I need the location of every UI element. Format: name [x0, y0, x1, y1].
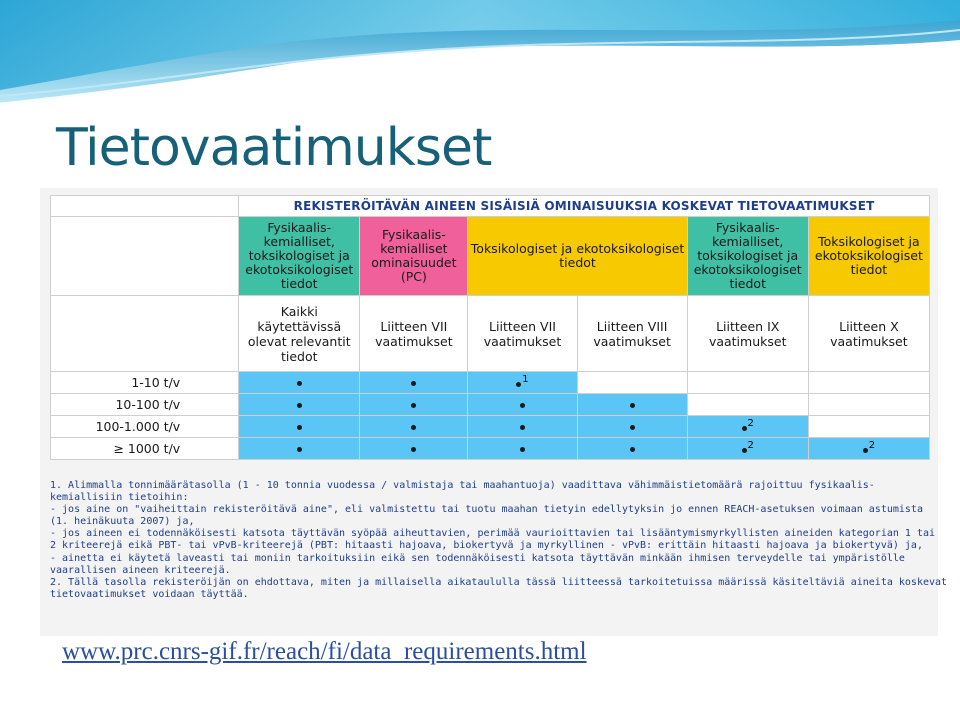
footnote-marker: 2: [747, 440, 754, 451]
required-dot: [687, 416, 808, 438]
tonnage-label: 10-100 t/v: [51, 394, 239, 416]
required-dot: [687, 438, 808, 460]
empty-cell: [577, 372, 687, 394]
footnotes: [50, 480, 948, 601]
footnote-line: 2. Tällä tasolla rekisteröijän on ehdottava, miten ja millaisella aikataululla tässä liitteessä tarkoitetuissa määrissä käsiteltäviä aineita koskevat: [50, 576, 948, 588]
category-header: Toksikologiset ja ekotoksikologiset tiedot: [468, 217, 687, 296]
footnote-line: (1. heinäkuuta 2007) ja,: [50, 516, 195, 528]
requirement-header: Kaikki käytettävissä olevat relevantit tiedot: [239, 296, 360, 372]
category-header: Fysikaalis-kemialliset ominaisuudet (PC): [360, 217, 468, 296]
required-dot: [239, 416, 360, 438]
empty-cell: [808, 372, 929, 394]
table-row: [51, 394, 930, 416]
required-dot: [360, 416, 468, 438]
required-dot: [360, 394, 468, 416]
footnote-line: - jos aineen ei todennäköisesti katsota täyttävän syöpää aiheuttavien, perimää vaurioittavien tai lisääntymismyrkyllisten aineiden kategorian 1 tai: [50, 528, 936, 540]
requirement-header: Liitteen X vaatimukset: [808, 296, 929, 372]
footnote-line: 1. Alimmalla tonnimäärätasolla (1 - 10 tonnia vuodessa / valmistaja tai maahantuoja) vaadittava vähimmäistietomäärä rajoittuu fysikaalis-: [50, 480, 875, 491]
requirement-header: Liitteen IX vaatimukset: [687, 296, 808, 372]
table-row: [51, 438, 930, 460]
slide-title: Tietovaatimukset: [56, 118, 492, 178]
footnote-line: kemiallisiin tietoihin:: [50, 492, 189, 504]
source-link[interactable]: www.prc.cnrs-gif.fr/reach/fi/data_requirements.html: [62, 638, 587, 665]
tonnage-label: 1-10 t/v: [51, 372, 239, 394]
tonnage-label: 100-1.000 t/v: [51, 416, 239, 438]
footnote-marker: 2: [747, 418, 754, 429]
table-row: [51, 372, 930, 394]
requirement-header: Liitteen VII vaatimukset: [360, 296, 468, 372]
requirement-header: Liitteen VIII vaatimukset: [577, 296, 687, 372]
footnote-marker: 1: [522, 374, 529, 385]
table-main-header: REKISTERÖITÄVÄN AINEEN SISÄISIÄ OMINAISUUKSIA KOSKEVAT TIETOVAATIMUKSET: [239, 196, 930, 217]
table-corner-cell: [51, 196, 239, 217]
category-header: Toksikologiset ja ekotoksikologiset tiedot: [808, 217, 929, 296]
required-dot: [468, 438, 577, 460]
requirements-table: [50, 195, 930, 460]
table-corner-cell: [51, 217, 239, 296]
footnote-marker: 2: [868, 440, 876, 451]
required-dot: [808, 438, 929, 460]
wave-banner: [0, 0, 960, 110]
required-dot: [360, 372, 468, 394]
footnote-line: - jos aine on "vaiheittain rekisteröitävä aine", eli valmistettu tai tuotu maahan tietyin edellytyksin jo ennen REACH-asetuksen voimaan astumista: [50, 504, 923, 516]
required-dot: [360, 438, 468, 460]
required-dot: [577, 416, 687, 438]
empty-cell: [808, 416, 929, 438]
required-dot: [239, 372, 360, 394]
footnote-line: vaarallisen aineen kriteerejä.: [50, 564, 231, 576]
footnote-line: tietovaatimukset voidaan täyttää.: [50, 588, 249, 600]
required-dot: [468, 372, 577, 394]
required-dot: [577, 438, 687, 460]
category-header: Fysikaalis-kemialliset, toksikologiset ja ekotoksikologiset tiedot: [687, 217, 808, 296]
required-dot: [468, 394, 577, 416]
required-dot: [239, 438, 360, 460]
required-dot: [577, 394, 687, 416]
empty-cell: [687, 372, 808, 394]
requirement-header: Liitteen VII vaatimukset: [468, 296, 577, 372]
required-dot: [239, 394, 360, 416]
table-corner-cell: [51, 296, 239, 372]
empty-cell: [808, 394, 929, 416]
category-header: Fysikaalis-kemialliset, toksikologiset ja ekotoksikologiset tiedot: [239, 217, 360, 296]
required-dot: [468, 416, 577, 438]
footnote-line: - ainetta ei käytetä laveasti tai moniin tarkoituksiin eikä sen todennäköisesti katsota täyttävän minkään ihmisen terveydelle tai ympäristölle: [50, 552, 905, 564]
table-row: [51, 416, 930, 438]
tonnage-label: ≥ 1000 t/v: [51, 438, 239, 460]
footnote-line: 2 kriteerejä eikä PBT- tai vPvB-kriteerejä (PBT: hitaasti hajoava, biokertyvä ja myrkyllinen - vPvB: erittäin hitaasti hajoava ja biokertyvä) ja,: [50, 540, 923, 552]
empty-cell: [687, 394, 808, 416]
